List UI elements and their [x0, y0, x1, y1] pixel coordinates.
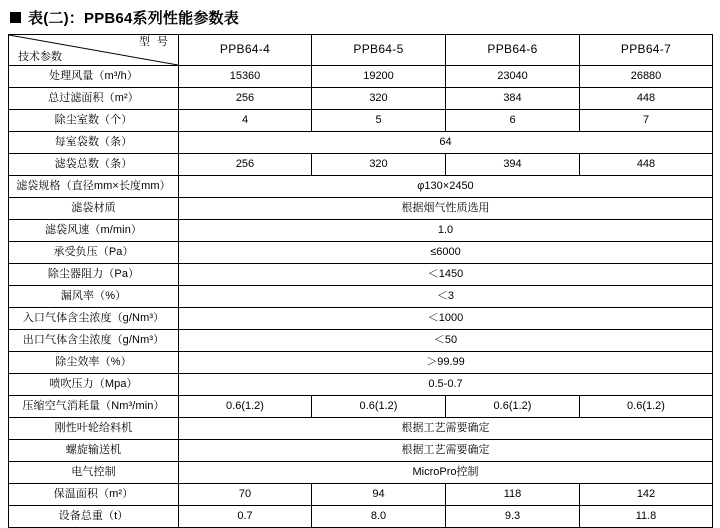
row-value-merged: MicroPro控制: [179, 462, 713, 484]
table-row: [9, 110, 713, 132]
row-header: 螺旋输送机: [9, 440, 179, 462]
row-header: 滤袋风速（m/min）: [9, 220, 179, 242]
table-row: [9, 132, 713, 154]
row-value-merged: 1.0: [179, 220, 713, 242]
table-row: [9, 506, 713, 528]
row-value-merged: ＜1000: [179, 308, 713, 330]
page-title: [0, 0, 720, 34]
row-value-2: 320: [312, 154, 446, 176]
row-value-merged: ＜3: [179, 286, 713, 308]
row-value-merged: 根据工艺需要确定: [179, 440, 713, 462]
row-value-merged: 根据工艺需要确定: [179, 418, 713, 440]
row-value-2: 19200: [312, 66, 446, 88]
row-value-merged: 64: [179, 132, 713, 154]
row-header: 处理风量（m³/h）: [9, 66, 179, 88]
row-header: 喷吹压力（Mpa）: [9, 374, 179, 396]
page-title-text: 表(二)：PPB64系列性能参数表: [28, 9, 239, 27]
row-header: 每室袋数（条）: [9, 132, 179, 154]
column-header-4: PPB64-7: [580, 35, 713, 66]
table-row: [9, 220, 713, 242]
table-row: [9, 396, 713, 418]
row-value-merged: ＜50: [179, 330, 713, 352]
row-value-2: 8.0: [312, 506, 446, 528]
row-header: 滤袋材质: [9, 198, 179, 220]
table-row: [9, 462, 713, 484]
row-value-4: 11.8: [580, 506, 713, 528]
table-row: [9, 154, 713, 176]
row-header: 入口气体含尘浓度（g/Nm³）: [9, 308, 179, 330]
row-value-4: 26880: [580, 66, 713, 88]
row-value-merged: ＜1450: [179, 264, 713, 286]
table-row: [9, 374, 713, 396]
row-header: 刚性叶轮给料机: [9, 418, 179, 440]
row-value-1: 256: [179, 154, 312, 176]
row-header: 滤袋总数（条）: [9, 154, 179, 176]
row-value-1: 15360: [179, 66, 312, 88]
row-header: 设备总重（t）: [9, 506, 179, 528]
row-value-3: 9.3: [446, 506, 580, 528]
column-header-1: PPB64-4: [179, 35, 312, 66]
corner-model-label: 型 号: [138, 36, 170, 48]
row-value-2: 94: [312, 484, 446, 506]
row-value-1: 70: [179, 484, 312, 506]
row-value-merged: 根据烟气性质选用: [179, 198, 713, 220]
row-value-1: 4: [179, 110, 312, 132]
row-value-3: 6: [446, 110, 580, 132]
row-header: 出口气体含尘浓度（g/Nm³）: [9, 330, 179, 352]
table-row: [9, 484, 713, 506]
table-row: [9, 352, 713, 374]
table-row: [9, 242, 713, 264]
table-row: [9, 286, 713, 308]
table-row: [9, 440, 713, 462]
row-value-3: 384: [446, 88, 580, 110]
row-value-3: 394: [446, 154, 580, 176]
table-row: [9, 66, 713, 88]
row-header: 承受负压（Pa）: [9, 242, 179, 264]
corner-param-label: 技术参数: [18, 51, 62, 64]
row-value-merged: 0.5-0.7: [179, 374, 713, 396]
spec-table: [8, 34, 713, 528]
row-value-2: 320: [312, 88, 446, 110]
row-header: 漏风率（%）: [9, 286, 179, 308]
row-value-1: 256: [179, 88, 312, 110]
row-value-1: 0.7: [179, 506, 312, 528]
row-value-4: 0.6(1.2): [580, 396, 713, 418]
column-header-3: PPB64-6: [446, 35, 580, 66]
table-row: [9, 198, 713, 220]
row-value-3: 118: [446, 484, 580, 506]
table-row: [9, 330, 713, 352]
table-row: [9, 264, 713, 286]
row-value-3: 0.6(1.2): [446, 396, 580, 418]
row-header: 滤袋规格（直径mm×长度mm）: [9, 176, 179, 198]
row-value-merged: ＞99.99: [179, 352, 713, 374]
row-header: 电气控制: [9, 462, 179, 484]
row-header: 除尘室数（个）: [9, 110, 179, 132]
table-row: [9, 308, 713, 330]
column-header-2: PPB64-5: [312, 35, 446, 66]
row-header: 除尘器阻力（Pa）: [9, 264, 179, 286]
row-value-2: 0.6(1.2): [312, 396, 446, 418]
row-header: 总过滤面积（m²）: [9, 88, 179, 110]
row-value-4: 7: [580, 110, 713, 132]
square-bullet-icon: [10, 12, 21, 23]
row-header: 除尘效率（%）: [9, 352, 179, 374]
table-row: [9, 418, 713, 440]
row-value-4: 448: [580, 88, 713, 110]
table-row: [9, 176, 713, 198]
row-value-merged: ≤6000: [179, 242, 713, 264]
table-header-row: [9, 35, 713, 66]
row-value-merged: φ130×2450: [179, 176, 713, 198]
row-header: 压缩空气消耗量（Nm³/min）: [9, 396, 179, 418]
row-value-4: 448: [580, 154, 713, 176]
row-value-4: 142: [580, 484, 713, 506]
row-value-3: 23040: [446, 66, 580, 88]
row-value-1: 0.6(1.2): [179, 396, 312, 418]
row-header: 保温面积（m²）: [9, 484, 179, 506]
table-corner-cell: [9, 35, 179, 66]
row-value-2: 5: [312, 110, 446, 132]
table-row: [9, 88, 713, 110]
